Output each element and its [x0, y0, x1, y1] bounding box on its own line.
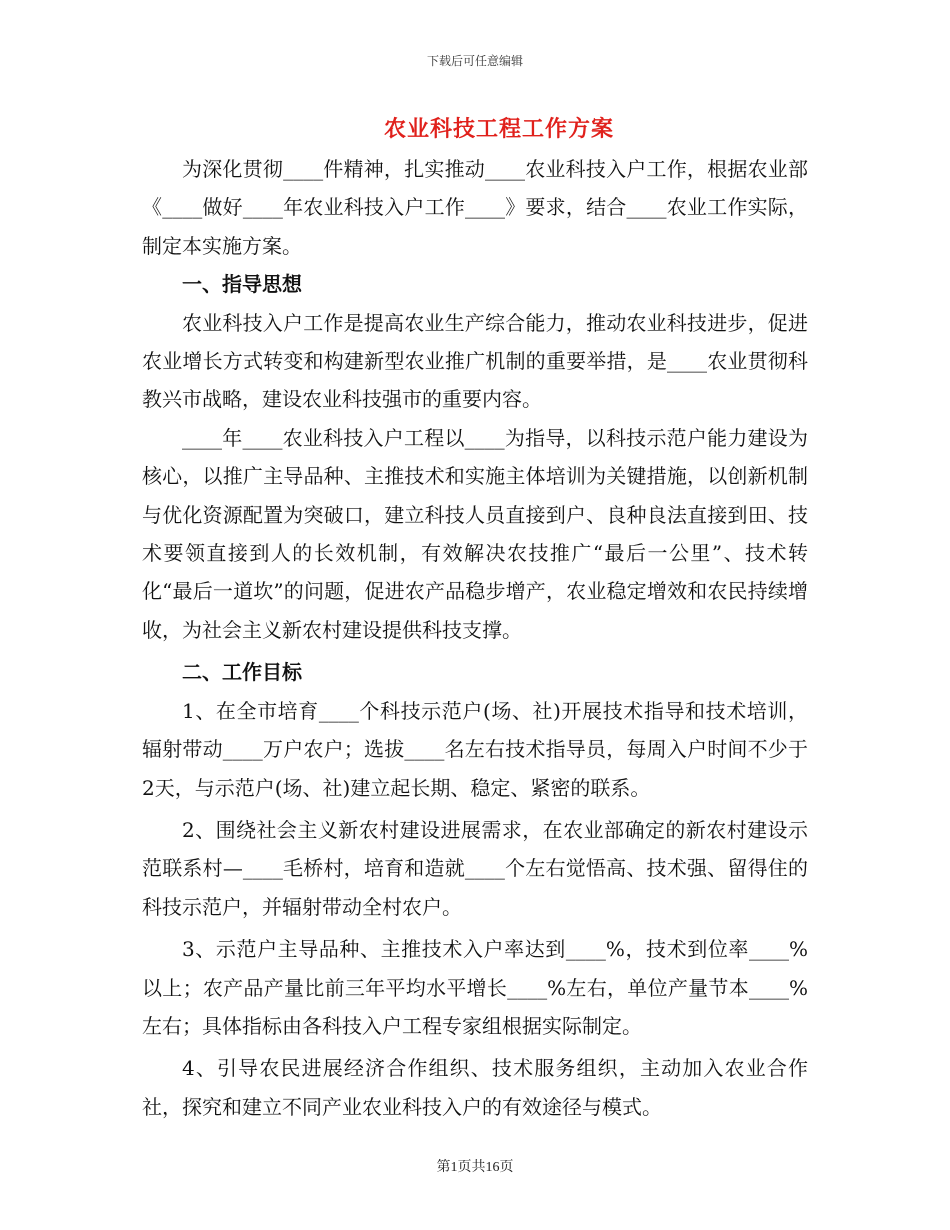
goal-item-1: 1、在全市培育____个科技示范户(场、社)开展技术指导和技术培训，辐射带动____万户农户；选拔____名左右技术指导员，每周入户时间不少于2天，与示范户(场、社)建立起长期、稳定、紧密的联系。 — [142, 698, 808, 800]
page-prefix: 第 — [436, 1159, 451, 1175]
document-body — [142, 150, 808, 1126]
intro-paragraph: 为深化贯彻____件精神，扎实推动____农业科技入户工作，根据农业部《____做好____年农业科技入户工作____》要求，结合____农业工作实际，制定本实施方案。 — [142, 157, 808, 258]
section-heading-work-goals: 二、工作目标 — [182, 660, 302, 685]
body-paragraph: ____年____农业科技入户工程以____为指导，以科技示范户能力建设为核心，以推广主导品种、主推技术和实施主体培训为关键措施，以创新机制与优化资源配置为突破口，建立科技人员直接到户、良种良法直接到田、技术要领直接到人的长效机制，有效解决农技推广“最后一公里”、技术转化“最后一道坎”的问题，促进农产品稳步增产，农业稳定增效和农民持续增收，为社会主义新农村建设提供科技支撑。 — [142, 425, 808, 642]
document-title: 农业科技工程工作方案 — [383, 116, 614, 142]
page-current: 1 — [450, 1160, 458, 1175]
goal-item-3: 3、示范户主导品种、主推技术入户率达到____%，技术到位率____%以上；农产品产量比前三年平均水平增长____%左右，单位产量节本____%左右；具体指标由各科技入户工程专家组根据实际制定。 — [142, 937, 808, 1038]
body-paragraph: 农业科技入户工作是提高农业生产综合能力，推动农业科技进步，促进农业增长方式转变和构建新型农业推广机制的重要举措，是____农业贯彻科教兴市战略，建设农业科技强市的重要内容。 — [142, 310, 808, 412]
page-middle: 页共 — [457, 1159, 486, 1175]
page-total: 16 — [485, 1160, 500, 1175]
page-suffix: 页 — [499, 1159, 514, 1175]
section-heading-guiding-ideology: 一、指导思想 — [182, 272, 302, 297]
header-note: 下载后可任意编辑 — [426, 54, 523, 68]
goal-item-4: 4、引导农民进展经济合作组织、技术服务组织，主动加入农业合作社，探究和建立不同产业农业科技入户的有效途径与模式。 — [142, 1056, 808, 1119]
page-footer — [0, 1156, 950, 1176]
goal-item-2: 2、围绕社会主义新农村建设进展需求，在农业部确定的新农村建设示范联系村—____毛桥村，培育和造就____个左右觉悟高、技术强、留得住的科技示范户，并辐射带动全村农户。 — [142, 817, 808, 919]
